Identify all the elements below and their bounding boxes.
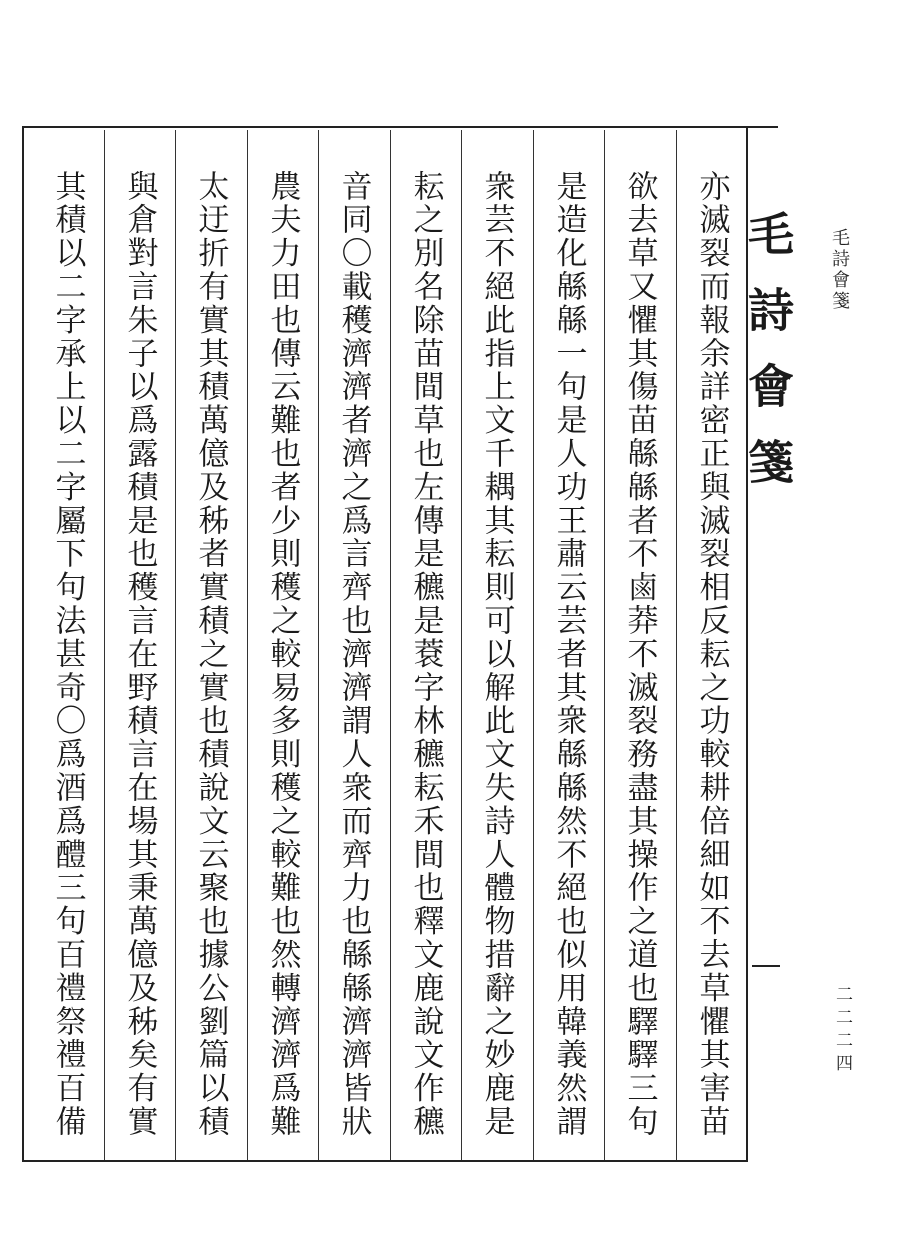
column-divider — [318, 130, 319, 1160]
frame-top-rule — [22, 126, 778, 128]
column-text: 欲去草又懼其傷苗緜緜者不鹵莽不滅裂務盡其操作之道也驛驛三句 — [621, 170, 658, 1139]
page-number: 二二二四 — [832, 985, 852, 1077]
column-text: 其積以二字承上以二字屬下句法甚奇〇爲酒爲醴三句百禮祭禮百備 — [49, 170, 86, 1139]
text-column-5 — [390, 130, 461, 1156]
frame-left-rule — [22, 126, 24, 1162]
text-column-3 — [533, 130, 604, 1156]
column-divider — [175, 130, 176, 1160]
text-column-4 — [461, 130, 532, 1156]
book-title-text: 毛詩會箋 — [741, 210, 795, 514]
column-text: 與倉對言朱子以爲露積是也穫言在野積言在場其秉萬億及秭矣有實 — [121, 170, 158, 1139]
book-title-mark — [741, 210, 795, 630]
column-divider — [604, 130, 605, 1160]
column-divider — [104, 130, 105, 1160]
running-title: 毛詩會箋 — [829, 228, 850, 312]
text-column-9 — [104, 130, 175, 1156]
text-column-8 — [175, 130, 246, 1156]
column-text: 衆芸不絕此指上文千耦其耘則可以解此文失詩人體物措辭之妙鹿是 — [478, 170, 515, 1139]
text-column-7 — [247, 130, 318, 1156]
margin-tick — [752, 965, 780, 967]
column-text: 農夫力田也傳云難也者少則穫之較易多則穫之較難也然轉濟濟爲難 — [264, 170, 301, 1139]
text-column-10 — [32, 130, 103, 1156]
frame-bottom-rule — [22, 1160, 748, 1162]
column-divider — [533, 130, 534, 1160]
column-text: 亦滅裂而報余詳密正與滅裂相反耘之功較耕倍細如不去草懼其害苗 — [693, 170, 730, 1139]
text-column-6 — [318, 130, 389, 1156]
column-divider — [461, 130, 462, 1160]
column-text: 音同〇載穫濟濟者濟之爲言齊也濟濟謂人衆而齊力也緜緜濟濟皆狀 — [335, 170, 372, 1139]
column-text: 太迂折有實其積萬億及秭者實積之實也積說文云聚也據公劉篇以積 — [192, 170, 229, 1139]
column-text: 是造化緜緜一句是人功王肅云芸者其衆緜緜然不絕也似用韓義然謂 — [550, 170, 587, 1139]
column-divider — [390, 130, 391, 1160]
column-text: 耘之別名除苗間草也左傳是穮是蔉字林穮耘禾間也釋文鹿說文作穮 — [407, 170, 444, 1139]
column-divider — [676, 130, 677, 1160]
text-column-2 — [604, 130, 675, 1156]
column-divider — [247, 130, 248, 1160]
